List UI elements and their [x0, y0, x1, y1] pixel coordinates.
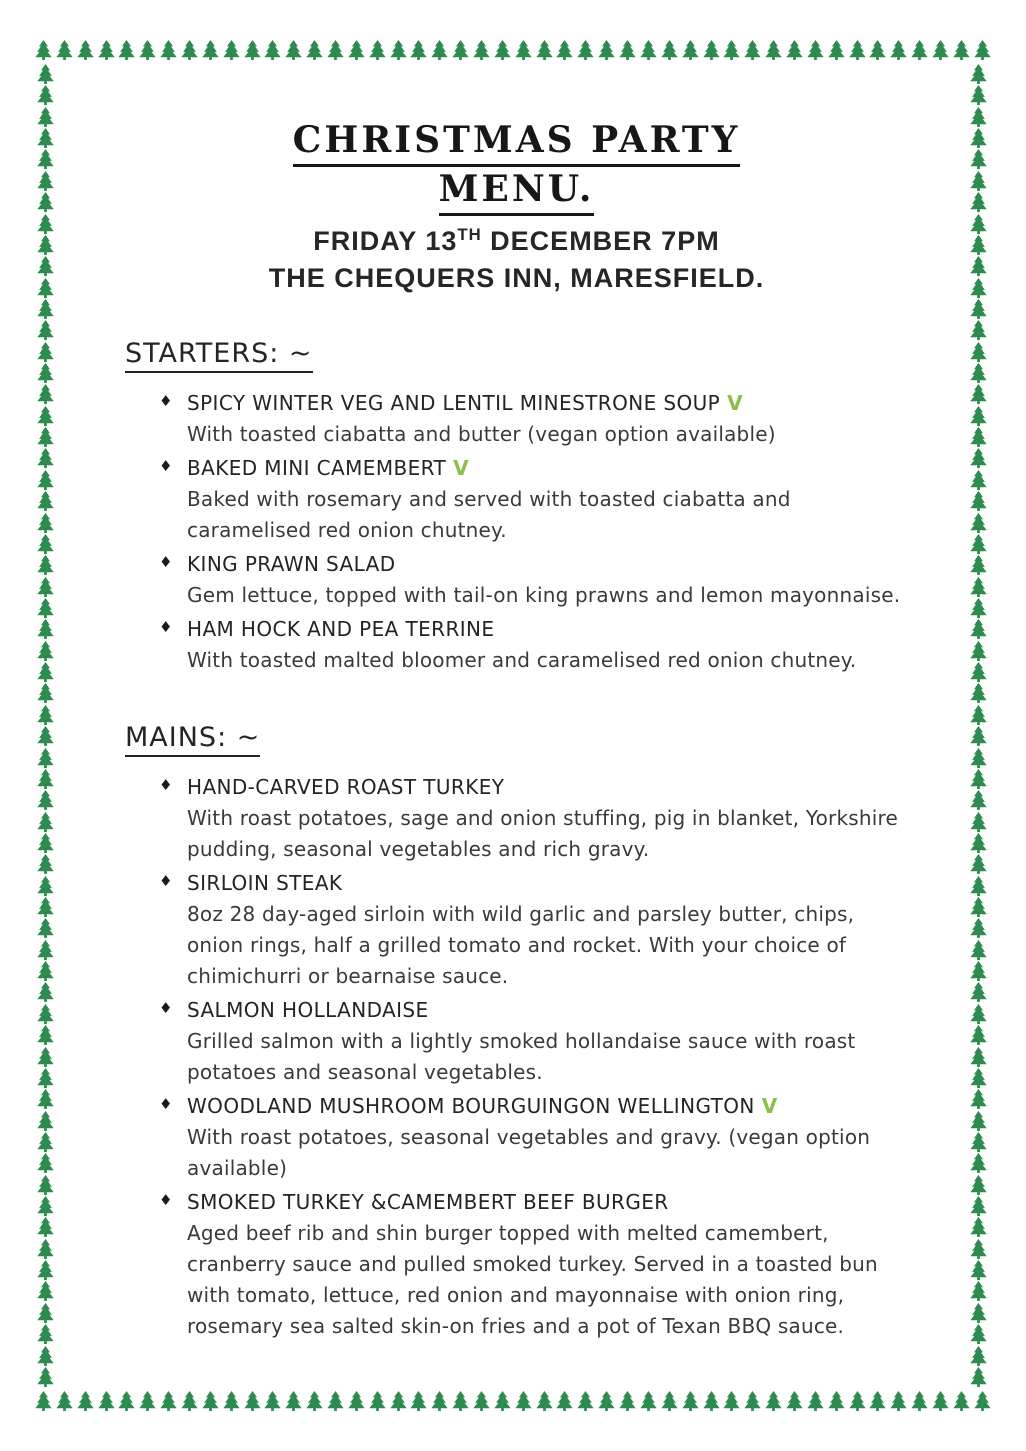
christmas-tree-icon — [969, 812, 988, 832]
menu-sections — [125, 338, 908, 1342]
christmas-tree-icon — [806, 1391, 825, 1411]
item-name: SMOKED TURKEY &CAMEMBERT BEEF BURGER — [187, 1190, 669, 1214]
christmas-tree-icon — [618, 40, 637, 60]
christmas-tree-icon — [451, 40, 470, 60]
christmas-tree-icon — [76, 40, 95, 60]
christmas-tree-icon — [159, 1391, 178, 1411]
christmas-tree-icon — [969, 854, 988, 874]
christmas-tree-icon — [702, 40, 721, 60]
christmas-tree-icon — [639, 40, 658, 60]
christmas-tree-icon — [969, 149, 988, 169]
christmas-tree-icon — [969, 1346, 988, 1366]
christmas-tree-icon — [868, 40, 887, 60]
christmas-tree-icon — [952, 1391, 971, 1411]
christmas-tree-icon — [969, 85, 988, 105]
christmas-tree-icon — [36, 491, 55, 511]
christmas-tree-icon — [430, 40, 449, 60]
christmas-tree-icon — [973, 40, 992, 60]
christmas-tree-icon — [36, 171, 55, 191]
christmas-tree-icon — [555, 1391, 574, 1411]
christmas-tree-icon — [889, 40, 908, 60]
diamond-bullet-icon: ♦ — [159, 776, 173, 794]
christmas-tree-icon — [969, 384, 988, 404]
christmas-tree-icon — [472, 40, 491, 60]
diamond-bullet-icon: ♦ — [159, 872, 173, 890]
christmas-tree-icon — [848, 1391, 867, 1411]
christmas-tree-icon — [36, 427, 55, 447]
christmas-tree-icon — [222, 40, 241, 60]
christmas-tree-icon — [969, 1281, 988, 1301]
christmas-tree-icon — [969, 748, 988, 768]
christmas-tree-icon — [326, 1391, 345, 1411]
vegetarian-badge: V — [453, 456, 469, 480]
christmas-tree-icon — [868, 1391, 887, 1411]
christmas-tree-icon — [36, 470, 55, 490]
christmas-tree-icon — [702, 1391, 721, 1411]
christmas-tree-icon — [472, 1391, 491, 1411]
christmas-tree-icon — [159, 40, 178, 60]
christmas-tree-icon — [535, 1391, 554, 1411]
christmas-tree-icon — [36, 278, 55, 298]
christmas-tree-icon — [36, 1303, 55, 1323]
christmas-tree-icon — [969, 683, 988, 703]
christmas-tree-icon — [409, 1391, 428, 1411]
christmas-tree-icon — [36, 1217, 55, 1237]
menu-section — [125, 722, 908, 1342]
christmas-tree-icon — [368, 40, 387, 60]
christmas-tree-icon — [576, 1391, 595, 1411]
christmas-tree-icon — [36, 384, 55, 404]
christmas-tree-icon — [36, 1068, 55, 1088]
christmas-tree-icon — [117, 1391, 136, 1411]
christmas-tree-icon — [36, 320, 55, 340]
christmas-tree-icon — [969, 1047, 988, 1067]
christmas-tree-icon — [910, 1391, 929, 1411]
christmas-tree-icon — [284, 40, 303, 60]
christmas-tree-icon — [969, 555, 988, 575]
christmas-tree-icon — [36, 1153, 55, 1173]
christmas-tree-icon — [36, 918, 55, 938]
christmas-tree-icon — [36, 1346, 55, 1366]
christmas-tree-icon — [827, 1391, 846, 1411]
christmas-tree-icon — [969, 320, 988, 340]
christmas-tree-icon — [969, 662, 988, 682]
christmas-tree-icon — [969, 918, 988, 938]
christmas-tree-icon — [36, 748, 55, 768]
menu-title-line1: CHRISTMAS PARTY — [125, 118, 908, 167]
item-name: SPICY WINTER VEG AND LENTIL MINESTRONE SOUP V — [187, 391, 743, 415]
christmas-tree-icon — [36, 1132, 55, 1152]
christmas-tree-icon — [36, 940, 55, 960]
christmas-tree-icon — [889, 1391, 908, 1411]
christmas-tree-icon — [969, 1239, 988, 1259]
vegetarian-badge: V — [727, 391, 743, 415]
christmas-tree-icon — [969, 1111, 988, 1131]
christmas-tree-icon — [555, 40, 574, 60]
christmas-tree-icon — [969, 342, 988, 362]
christmas-tree-icon — [36, 641, 55, 661]
tree-border-left — [36, 64, 55, 1387]
christmas-tree-icon — [660, 40, 679, 60]
christmas-tree-icon — [34, 1391, 53, 1411]
christmas-tree-icon — [36, 1239, 55, 1259]
christmas-tree-icon — [36, 192, 55, 212]
christmas-tree-icon — [263, 40, 282, 60]
christmas-tree-icon — [969, 982, 988, 1002]
christmas-tree-icon — [36, 107, 55, 127]
christmas-tree-icon — [969, 897, 988, 917]
christmas-tree-icon — [263, 1391, 282, 1411]
christmas-tree-icon — [969, 214, 988, 234]
christmas-tree-icon — [326, 40, 345, 60]
menu-section — [125, 338, 908, 676]
christmas-tree-icon — [180, 1391, 199, 1411]
christmas-tree-icon — [36, 812, 55, 832]
christmas-tree-icon — [36, 1367, 55, 1387]
christmas-tree-icon — [493, 40, 512, 60]
christmas-tree-icon — [969, 726, 988, 746]
christmas-tree-icon — [785, 40, 804, 60]
christmas-tree-icon — [36, 662, 55, 682]
christmas-tree-icon — [764, 40, 783, 60]
christmas-tree-icon — [806, 40, 825, 60]
christmas-tree-icon — [36, 128, 55, 148]
christmas-tree-icon — [969, 641, 988, 661]
christmas-tree-icon — [969, 491, 988, 511]
christmas-tree-icon — [36, 790, 55, 810]
christmas-tree-icon — [36, 961, 55, 981]
diamond-bullet-icon: ♦ — [159, 1191, 173, 1209]
christmas-tree-icon — [969, 1217, 988, 1237]
christmas-tree-icon — [409, 40, 428, 60]
christmas-tree-icon — [36, 149, 55, 169]
menu-item — [125, 1091, 908, 1184]
diamond-bullet-icon: ♦ — [159, 457, 173, 475]
item-description: Aged beef rib and shin burger topped with melted camembert, cranberry sauce and pulled smoked turkey. Served in a toasted bun with tomato, lettuce, red onion and mayonnaise with onion ring, rosemary sea salted skin-on fries and a pot of Texan BBQ sauce. — [187, 1221, 878, 1338]
christmas-tree-icon — [36, 235, 55, 255]
item-name: KING PRAWN SALAD — [187, 552, 396, 576]
diamond-bullet-icon: ♦ — [159, 999, 173, 1017]
christmas-tree-icon — [347, 1391, 366, 1411]
christmas-tree-icon — [347, 40, 366, 60]
christmas-tree-icon — [969, 833, 988, 853]
christmas-tree-icon — [618, 1391, 637, 1411]
christmas-tree-icon — [201, 1391, 220, 1411]
christmas-tree-icon — [36, 598, 55, 618]
christmas-tree-icon — [36, 555, 55, 575]
christmas-tree-icon — [55, 1391, 74, 1411]
item-name: HAND-CARVED ROAST TURKEY — [187, 775, 505, 799]
item-description: With roast potatoes, sage and onion stuffing, pig in blanket, Yorkshire pudding, seasonal vegetables and rich gravy. — [187, 806, 898, 861]
christmas-tree-icon — [722, 1391, 741, 1411]
christmas-tree-icon — [969, 1367, 988, 1387]
tree-border-bottom — [34, 1391, 992, 1411]
menu-items — [125, 388, 908, 676]
christmas-tree-icon — [389, 40, 408, 60]
item-description: With toasted ciabatta and butter (vegan option available) — [187, 422, 776, 446]
christmas-tree-icon — [36, 342, 55, 362]
christmas-tree-icon — [597, 40, 616, 60]
christmas-tree-icon — [660, 1391, 679, 1411]
christmas-tree-icon — [97, 40, 116, 60]
christmas-tree-icon — [969, 1025, 988, 1045]
menu-item — [125, 614, 908, 676]
christmas-tree-icon — [785, 1391, 804, 1411]
christmas-tree-icon — [36, 363, 55, 383]
christmas-tree-icon — [969, 577, 988, 597]
christmas-tree-icon — [36, 256, 55, 276]
christmas-tree-icon — [969, 448, 988, 468]
christmas-tree-icon — [969, 278, 988, 298]
christmas-tree-icon — [36, 513, 55, 533]
christmas-tree-icon — [36, 769, 55, 789]
diamond-bullet-icon: ♦ — [159, 392, 173, 410]
christmas-tree-icon — [55, 40, 74, 60]
item-description: Baked with rosemary and served with toasted ciabatta and caramelised red onion chutney. — [187, 487, 791, 542]
christmas-tree-icon — [969, 1175, 988, 1195]
vegetarian-badge: V — [761, 1094, 778, 1118]
item-description: Gem lettuce, topped with tail-on king prawns and lemon mayonnaise. — [187, 583, 901, 607]
christmas-tree-icon — [180, 40, 199, 60]
christmas-tree-icon — [743, 1391, 762, 1411]
christmas-tree-icon — [969, 876, 988, 896]
christmas-tree-icon — [969, 940, 988, 960]
menu-item — [125, 772, 908, 865]
christmas-tree-icon — [36, 1025, 55, 1045]
menu-title-line2: MENU. — [125, 167, 908, 216]
christmas-tree-icon — [969, 1068, 988, 1088]
christmas-tree-icon — [201, 40, 220, 60]
christmas-tree-icon — [493, 1391, 512, 1411]
christmas-tree-icon — [969, 513, 988, 533]
christmas-tree-icon — [36, 1111, 55, 1131]
christmas-tree-icon — [969, 171, 988, 191]
item-name: WOODLAND MUSHROOM BOURGUINGON WELLINGTON V — [187, 1094, 778, 1118]
christmas-tree-icon — [952, 40, 971, 60]
christmas-tree-icon — [973, 1391, 992, 1411]
christmas-tree-icon — [969, 192, 988, 212]
christmas-tree-icon — [36, 619, 55, 639]
christmas-tree-icon — [931, 1391, 950, 1411]
venue-name: THE CHEQUERS INN, MARESFIELD. — [268, 263, 765, 293]
christmas-tree-icon — [389, 1391, 408, 1411]
christmas-tree-icon — [969, 64, 988, 84]
christmas-tree-icon — [597, 1391, 616, 1411]
christmas-tree-icon — [969, 619, 988, 639]
christmas-tree-icon — [36, 299, 55, 319]
item-name: SALMON HOLLANDAISE — [187, 998, 429, 1022]
christmas-tree-icon — [36, 897, 55, 917]
christmas-tree-icon — [969, 299, 988, 319]
menu-item — [125, 868, 908, 992]
item-name: SIRLOIN STEAK — [187, 871, 343, 895]
item-description: With toasted malted bloomer and caramelised red onion chutney. — [187, 648, 857, 672]
section-heading: STARTERS: ~ — [125, 338, 313, 373]
christmas-tree-icon — [305, 40, 324, 60]
christmas-tree-icon — [430, 1391, 449, 1411]
christmas-tree-icon — [969, 470, 988, 490]
christmas-tree-icon — [969, 406, 988, 426]
christmas-tree-icon — [827, 40, 846, 60]
diamond-bullet-icon: ♦ — [159, 1095, 173, 1113]
christmas-tree-icon — [222, 1391, 241, 1411]
christmas-tree-icon — [969, 256, 988, 276]
christmas-tree-icon — [639, 1391, 658, 1411]
christmas-tree-icon — [34, 40, 53, 60]
christmas-tree-icon — [969, 769, 988, 789]
christmas-tree-icon — [36, 577, 55, 597]
tree-border-right — [969, 64, 988, 1387]
christmas-tree-icon — [969, 1196, 988, 1216]
christmas-tree-icon — [969, 1303, 988, 1323]
christmas-tree-icon — [36, 214, 55, 234]
event-date: FRIDAY 13TH DECEMBER 7PM — [313, 225, 720, 256]
christmas-tree-icon — [243, 1391, 262, 1411]
christmas-tree-icon — [243, 40, 262, 60]
christmas-tree-icon — [514, 1391, 533, 1411]
christmas-tree-icon — [576, 40, 595, 60]
christmas-tree-icon — [36, 1089, 55, 1109]
christmas-tree-icon — [36, 833, 55, 853]
christmas-tree-icon — [36, 705, 55, 725]
christmas-tree-icon — [681, 40, 700, 60]
christmas-tree-icon — [305, 1391, 324, 1411]
christmas-tree-icon — [36, 854, 55, 874]
tree-border-top — [34, 40, 992, 60]
christmas-tree-icon — [36, 448, 55, 468]
christmas-tree-icon — [969, 128, 988, 148]
diamond-bullet-icon: ♦ — [159, 553, 173, 571]
christmas-tree-icon — [910, 40, 929, 60]
christmas-tree-icon — [514, 40, 533, 60]
diamond-bullet-icon: ♦ — [159, 618, 173, 636]
christmas-tree-icon — [36, 406, 55, 426]
christmas-tree-icon — [36, 1260, 55, 1280]
christmas-tree-icon — [36, 534, 55, 554]
date-ordinal-superscript: TH — [457, 225, 482, 244]
item-description: Grilled salmon with a lightly smoked hollandaise sauce with roast potatoes and seasonal vegetables. — [187, 1029, 856, 1084]
christmas-tree-icon — [969, 427, 988, 447]
christmas-tree-icon — [284, 1391, 303, 1411]
menu-item — [125, 1187, 908, 1342]
christmas-tree-icon — [535, 40, 554, 60]
christmas-tree-icon — [36, 85, 55, 105]
christmas-tree-icon — [722, 40, 741, 60]
christmas-tree-icon — [969, 363, 988, 383]
item-description: With roast potatoes, seasonal vegetables and gravy. (vegan option available) — [187, 1125, 871, 1180]
christmas-tree-icon — [36, 1196, 55, 1216]
item-description: 8oz 28 day-aged sirloin with wild garlic and parsley butter, chips, onion rings, half a grilled tomato and rocket. With your choice of chimichurri or bearnaise sauce. — [187, 902, 855, 988]
menu-item — [125, 388, 908, 450]
christmas-tree-icon — [969, 1089, 988, 1109]
menu-item — [125, 453, 908, 546]
christmas-tree-icon — [36, 982, 55, 1002]
christmas-tree-icon — [969, 107, 988, 127]
item-name: BAKED MINI CAMEMBERT V — [187, 456, 469, 480]
christmas-tree-icon — [117, 40, 136, 60]
christmas-tree-icon — [36, 1175, 55, 1195]
christmas-tree-icon — [969, 598, 988, 618]
menu-item — [125, 549, 908, 611]
christmas-tree-icon — [969, 1260, 988, 1280]
christmas-tree-icon — [36, 1047, 55, 1067]
christmas-tree-icon — [848, 40, 867, 60]
christmas-tree-icon — [138, 1391, 157, 1411]
christmas-tree-icon — [969, 790, 988, 810]
christmas-tree-icon — [743, 40, 762, 60]
christmas-tree-icon — [36, 726, 55, 746]
christmas-tree-icon — [931, 40, 950, 60]
christmas-tree-icon — [451, 1391, 470, 1411]
christmas-tree-icon — [36, 64, 55, 84]
christmas-tree-icon — [138, 40, 157, 60]
christmas-tree-icon — [969, 534, 988, 554]
christmas-tree-icon — [969, 1153, 988, 1173]
item-name: HAM HOCK AND PEA TERRINE — [187, 617, 495, 641]
christmas-tree-icon — [969, 961, 988, 981]
christmas-tree-icon — [969, 1004, 988, 1024]
christmas-tree-icon — [97, 1391, 116, 1411]
christmas-tree-icon — [969, 1132, 988, 1152]
christmas-tree-icon — [36, 1281, 55, 1301]
christmas-tree-icon — [368, 1391, 387, 1411]
christmas-tree-icon — [76, 1391, 95, 1411]
menu-items — [125, 772, 908, 1342]
christmas-tree-icon — [969, 705, 988, 725]
section-heading: MAINS: ~ — [125, 722, 260, 757]
menu-item — [125, 995, 908, 1088]
christmas-tree-icon — [36, 683, 55, 703]
christmas-tree-icon — [681, 1391, 700, 1411]
christmas-tree-icon — [36, 1324, 55, 1344]
christmas-tree-icon — [969, 1324, 988, 1344]
christmas-tree-icon — [36, 1004, 55, 1024]
christmas-tree-icon — [36, 876, 55, 896]
christmas-tree-icon — [764, 1391, 783, 1411]
menu-content — [125, 118, 908, 1388]
christmas-tree-icon — [969, 235, 988, 255]
